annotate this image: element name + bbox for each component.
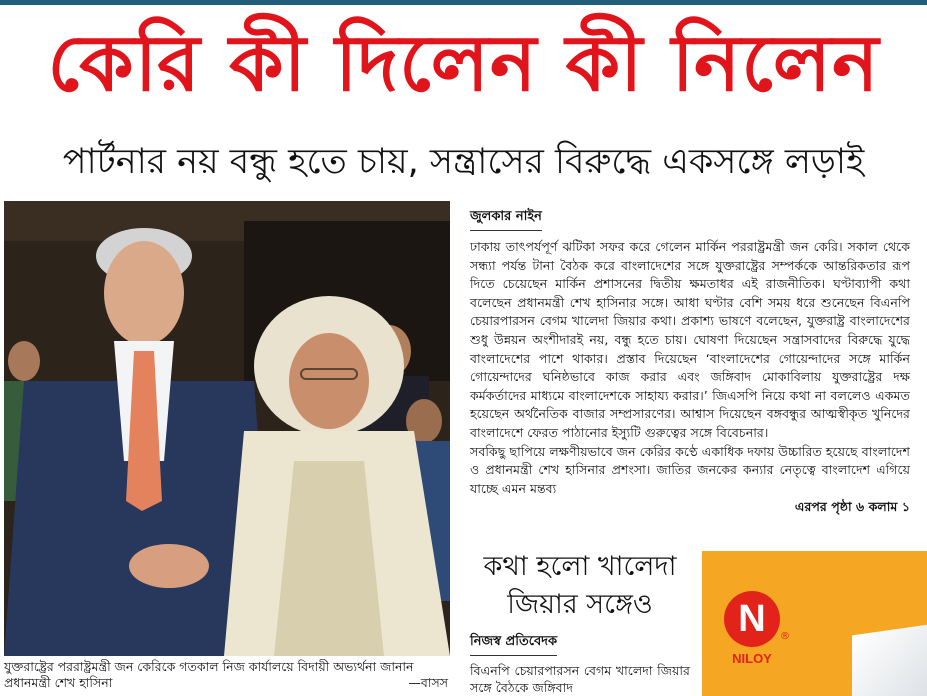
continued-note[interactable]: এরপর পৃষ্ঠা ৬ কলাম ১ [794,499,910,515]
lead-story-body [470,238,910,517]
ad-product-panel [852,623,927,696]
photo-credit: —বাসস [408,675,448,690]
news-photo [4,201,450,656]
second-story-body: বিএনপি চেয়ারপারসন বেগম খালেদা জিয়ার সঙ্গে বৈঠকে জঙ্গিবাদ [470,663,690,695]
subheadline: পার্টনার নয় বন্ধু হতে চায়, সন্ত্রাসের বিরুদ্ধে একসঙ্গে লড়াই [62,142,865,182]
second-story-byline: নিজস্ব প্রতিবেদক [470,632,557,656]
ad-brand-name: NILOY [732,651,772,666]
headline: কেরি কী দিলেন কী নিলেন [47,19,880,109]
lead-byline: জুলকার নাইন [470,207,542,231]
top-rule [0,0,927,5]
story-paragraph: ঢাকায় তাৎপর্যপূর্ণ ঝটিকা সফর করে গেলেন মার্কিন পররাষ্ট্রমন্ত্রী জন কেরি। সকাল থেকে সন্ধ্যা পর্যন্ত টানা বৈঠক করে বাংলাদেশের সঙ্গে যুক্তরাষ্ট্রের সম্পর্ককে আন্তরিকতার রূপ দিতে চেয়েছেন মার্কিন প্রশাসনের দ্বিতীয় ক্ষমতাধর এই রাজনীতিক। ঘণ্টাব্যাপী কথা বলেছেন প্রধানমন্ত্রী শেখ হাসিনার সঙ্গে। আধা ঘণ্টার বেশি সময় ধরে শুনেছেন বিএনপি চেয়ারপারসন বেগম খালেদা জিয়ার কথা। প্রকাশ্য ভাষণে বলেছেন, যুক্তরাষ্ট্র বাংলাদেশের শুধু উন্নয়ন অংশীদারই নয়, বন্ধু হতে চায়। ঘোষণা দিয়েছেন সন্ত্রাসবাদের বিরুদ্ধে যুদ্ধে বাংলাদেশের পাশে থাকার। প্রস্তাব দিয়েছেন ‘বাংলাদেশের গোয়েন্দাদের সঙ্গে মার্কিন গোয়েন্দাদের ঘনিষ্ঠভাবে কাজ করার এবং জঙ্গিবাদ মোকাবিলায় যুক্তরাষ্ট্রের দক্ষ কর্মকর্তাদের মাধ্যমে বাংলাদেশকে সাহায্য করার।’ জিএসপি নিয়ে কথা না বললেও একমত হয়েছেন অর্থনৈতিক বাজার সম্প্রসারণের। আশ্বাস দিয়েছেন বঙ্গবন্ধুর আত্মস্বীকৃত খুনিদের বাংলাদেশে ফেরত পাঠানোর ইস্যুটি গুরুত্বের সঙ্গে বিবেচনার। [470,239,910,440]
photo-caption [4,659,450,691]
story-paragraph: সবকিছু ছাপিয়ে লক্ষণীয়ভাবে জন কেরির কণ্ঠে একাধিক দফায় উচ্চারিত হয়েছে বাংলাদেশ ও প্রধানমন্ত্রী শেখ হাসিনার প্রশংসা। জাতির জনকের কন্যার নেতৃত্বে বাংলাদেশ এগিয়ে যাচ্ছে এমন মন্তব্য [470,443,910,496]
caption-text: যুক্তরাষ্ট্রের পররাষ্ট্রমন্ত্রী জন কেরিকে গতকাল নিজ কার্যালয়ে বিদায়ী অভ্যর্থনা জানান প্রধানমন্ত্রী শেখ হাসিনা [4,659,414,690]
registered-mark: ® [780,631,790,642]
photo-illustration [4,201,450,656]
second-story-headline: কথা হলো খালেদা জিয়ার সঙ্গেও [483,551,677,620]
niloy-advertisement[interactable] [702,551,927,696]
niloy-logo-icon: N [724,591,780,647]
